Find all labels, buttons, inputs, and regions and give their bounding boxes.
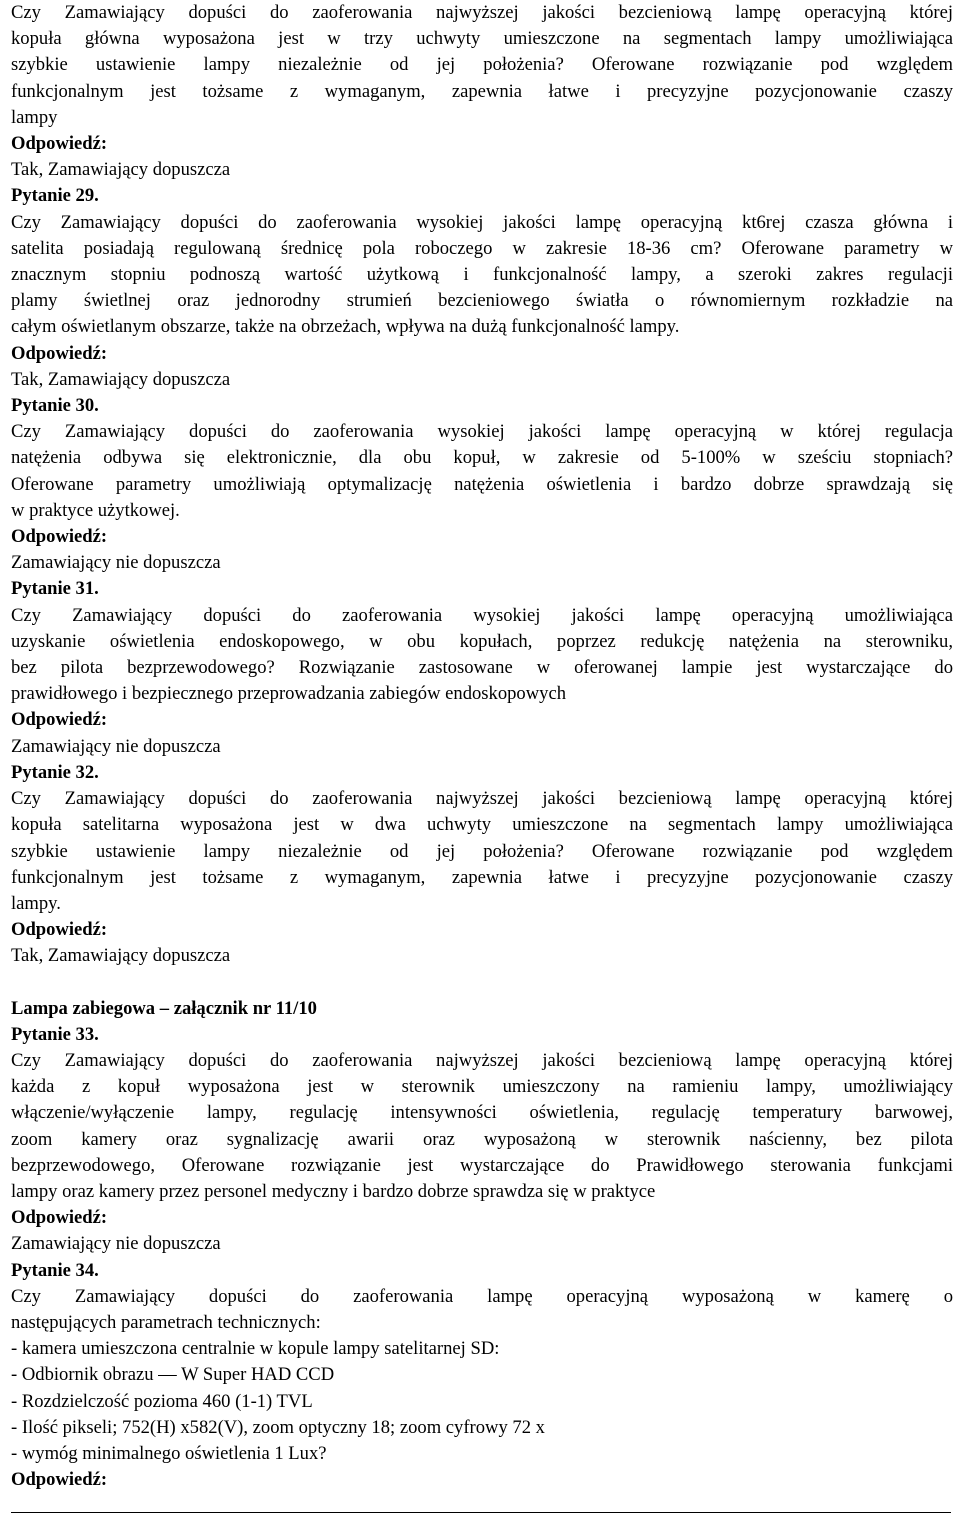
paragraph-line: bez pilota bezprzewodowego? Rozwiązanie zastosowane w oferowanej lampie jest wystarczające do [11,657,953,679]
list-item: - Rozdzielczość pozioma 460 (1-1) TVL [11,1390,313,1412]
paragraph-line: szybkie ustawienie lampy niezależnie od jej położenia? Oferowane rozwiązanie pod względem [11,54,953,76]
paragraph-line: Czy Zamawiający dopuści do zaoferowania najwyższej jakości bezcieniową lampę operacyjną której [11,788,953,810]
paragraph-line: w praktyce użytkowej. [11,499,180,521]
question-heading: Pytanie 32. [11,761,99,783]
paragraph-line: Czy Zamawiający dopuści do zaoferowania najwyższej jakości bezcieniową lampę operacyjną której [11,1049,953,1071]
answer-label: Odpowiedź: [11,709,108,731]
paragraph-line: kopuła główna wyposażona jest w trzy uchwyty umieszczone na segmentach lampy umożliwiająca [11,28,953,50]
paragraph-line: każda z kopuł wyposażona jest w sterownik umieszczony na ramieniu lampy, umożliwiający [11,1076,953,1098]
paragraph-line: Czy Zamawiający dopuści do zaoferowania wysokiej jakości lampę operacyjną kt6rej czasza główna i [11,211,953,233]
paragraph-line: lampy [11,106,58,128]
paragraph-line: Czy Zamawiający dopuści do zaoferowania najwyższej jakości bezcieniową lampę operacyjną której [11,2,953,23]
paragraph-line: Czy Zamawiający dopuści do zaoferowania wysokiej jakości lampę operacyjną umożliwiająca [11,604,953,626]
list-item: - Ilość pikseli; 752(H) x582(V), zoom optyczny 18; zoom cyfrowy 72 x [11,1416,545,1438]
paragraph-line: uzyskanie oświetlenia endoskopowego, w obu kopułach, poprzez redukcję natężenia na sterowniku, [11,630,953,652]
question-heading: Pytanie 33. [11,1023,99,1045]
paragraph-line: natężenia odbywa się elektronicznie, dla obu kopuł, w zakresie od 5-100% w sześciu stopniach? [11,447,953,469]
paragraph-line: Czy Zamawiający dopuści do zaoferowania wysokiej jakości lampę operacyjną w której regulacja [11,421,953,443]
answer-label: Odpowiedź: [11,1469,108,1491]
question-heading: Pytanie 31. [11,578,99,600]
paragraph-line: bezprzewodowego, Oferowane rozwiązanie jest wystarczające do Prawidłowego sterowania funkcjami [11,1154,953,1176]
paragraph-line: całym oświetlanym obszarze, także na obrzeżach, wpływa na dużą funkcjonalność lampy. [11,316,680,338]
paragraph-line: zoom kamery oraz sygnalizację awarii oraz wyposażoną w sterownik naścienny, bez pilota [11,1128,953,1150]
list-item: - kamera umieszczona centralnie w kopule lampy satelitarnej SD: [11,1338,500,1360]
paragraph-line: lampy. [11,892,61,914]
answer-label: Odpowiedź: [11,1207,108,1229]
answer-text: Zamawiający nie dopuszcza [11,1233,221,1255]
answer-text: Zamawiający nie dopuszcza [11,552,221,574]
question-heading: Pytanie 29. [11,185,99,207]
paragraph-line: funkcjonalnym jest tożsame z wymaganym, zapewnia łatwe i precyzyjne pozycjonowanie czaszy [11,866,953,888]
section-title: Lampa zabiegowa – załącznik nr 11/10 [11,997,317,1019]
paragraph-line: Oferowane parametry umożliwiają optymalizację natężenia oświetlenia i bardzo dobrze sprawdzają się [11,473,953,495]
paragraph-line: satelita posiadają regulowaną średnicę pola roboczego w zakresie 18-36 cm? Oferowane parametry w [11,237,953,259]
paragraph-line: znacznym stopniu podnoszą wartość użytkową i funkcjonalność lampy, a szeroki zakres regulacji [11,264,953,286]
answer-text: Zamawiający nie dopuszcza [11,735,221,757]
paragraph-line: prawidłowego i bezpiecznego przeprowadzania zabiegów endoskopowych [11,683,567,705]
paragraph-line: szybkie ustawienie lampy niezależnie od jej położenia? Oferowane rozwiązanie pod względem [11,840,953,862]
list-item: - Odbiornik obrazu — W Super HAD CCD [11,1364,335,1386]
paragraph-line: włączenie/wyłączenie lampy, regulację intensywności oświetlenia, regulację temperatury barwowej, [11,1102,953,1124]
answer-text: Tak, Zamawiający dopuszcza [11,368,231,390]
document-page [11,0,953,1493]
answer-label: Odpowiedź: [11,526,108,548]
paragraph-line: kopuła satelitarna wyposażona jest w dwa uchwyty umieszczone na segmentach lampy umożliwiająca [11,814,953,836]
paragraph-line: następujących parametrach technicznych: [11,1311,321,1333]
question-heading: Pytanie 34. [11,1259,99,1281]
answer-label: Odpowiedź: [11,342,108,364]
answer-text: Tak, Zamawiający dopuszcza [11,945,231,967]
paragraph-line: Czy Zamawiający dopuści do zaoferowania lampę operacyjną wyposażoną w kamerę o [11,1285,953,1307]
paragraph-line: plamy świetlnej oraz jednorodny strumień bezcieniowego światła o równomiernym rozkładzie na [11,290,953,312]
footer-rule [11,1512,951,1513]
answer-label: Odpowiedź: [11,133,108,155]
question-heading: Pytanie 30. [11,395,99,417]
paragraph-line: lampy oraz kamery przez personel medyczny i bardzo dobrze sprawdza się w praktyce [11,1180,656,1202]
answer-text: Tak, Zamawiający dopuszcza [11,159,231,181]
answer-label: Odpowiedź: [11,919,108,941]
paragraph-line: funkcjonalnym jest tożsame z wymaganym, zapewnia łatwe i precyzyjne pozycjonowanie czaszy [11,80,953,102]
list-item: - wymóg minimalnego oświetlenia 1 Lux? [11,1442,327,1464]
